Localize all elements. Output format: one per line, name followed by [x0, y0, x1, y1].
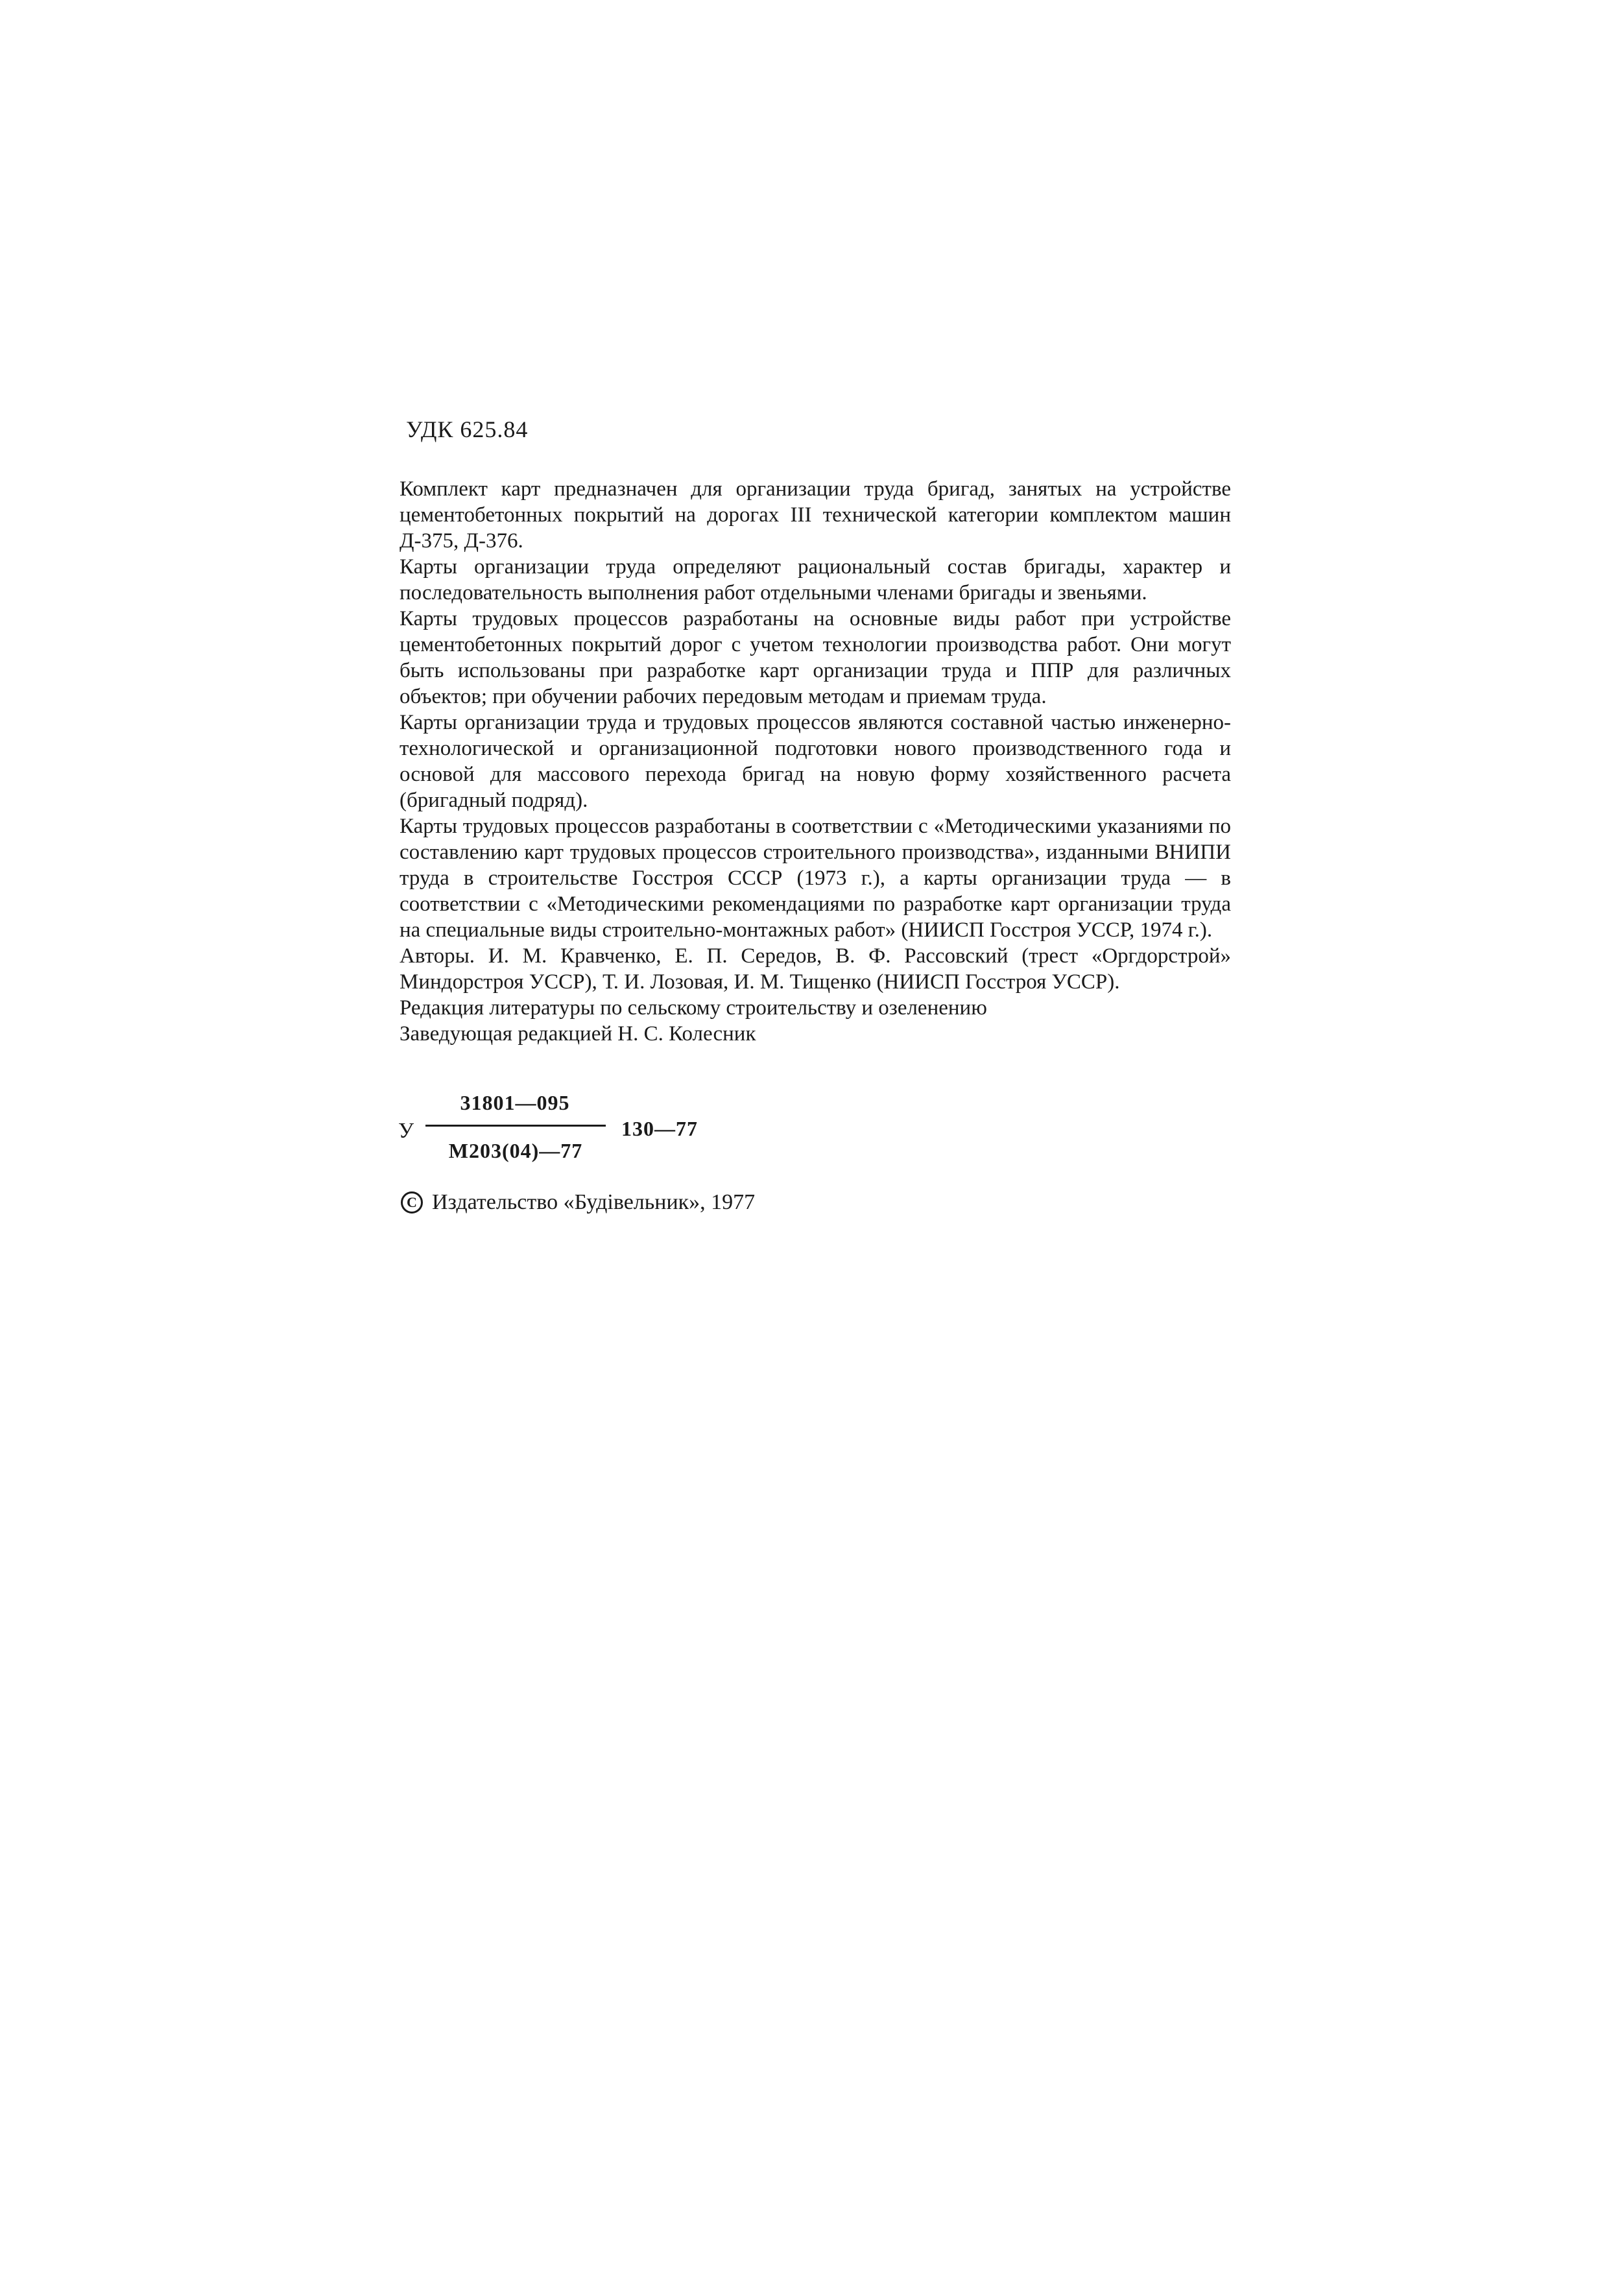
udk-code: УДК 625.84: [406, 416, 529, 442]
publication-index: [398, 1090, 761, 1167]
copyright-line: [401, 1190, 755, 1215]
paragraph-org-cards: Карты организации труда определяют рациональный состав бригады, характер и последовательность выполнения работ отдельными членами бригады и звеньями.: [400, 555, 1231, 604]
paragraph-process-cards: Карты трудовых процессов разработаны на основные виды работ при устройстве цементобетонных покрытий дорог с учетом технологии производства работ. Они могут быть использованы при разработке карт организации труда и ППР для различных объектов; при обучении рабочих передовым методам и приемам труда.: [400, 607, 1231, 708]
annotation-text: [400, 476, 1231, 1047]
index-letter: У: [398, 1119, 414, 1143]
fraction-line: [425, 1125, 606, 1127]
index-numerator: 31801—095: [460, 1091, 570, 1114]
paragraph-purpose: Комплект карт предназначен для организации труда бригад, занятых на устройстве цементобетонных покрытий на дорогах III технической категории комплектом машин Д-375, Д-376.: [400, 477, 1231, 553]
paragraph-authors: Авторы. И. М. Кравченко, Е. П. Середов, В. Ф. Рассовский (трест «Оргдорстрой» Миндорстроя УССР), Т. И. Лозовая, И. М. Тищенко (НИИСП Госстроя УССР).: [400, 944, 1231, 994]
copyright-text: Издательство «Будівельник», 1977: [432, 1190, 756, 1214]
paragraph-editorial-office: Редакция литературы по сельскому строительству и озеленению: [400, 996, 987, 1020]
paragraph-editor-in-chief: Заведующая редакцией Н. С. Колесник: [400, 1022, 756, 1046]
index-denominator: М203(04)—77: [448, 1139, 583, 1162]
copyright-icon: [401, 1191, 423, 1214]
paragraph-methodology: Карты трудовых процессов разработаны в соответствии с «Методическими указаниями по составлению карт трудовых процессов строительного производства», изданными ВНИПИ труда в строительстве Госстроя СССР (1973 г.), а карты организации труда — в соответствии с «Методическими рекомендациями по разработке карт организации труда на специальные виды строительно-монтажных работ» (НИИСП Госстроя УССР, 1974 г.).: [400, 815, 1231, 942]
index-order-number: 130—77: [621, 1117, 698, 1140]
paragraph-preparation: Карты организации труда и трудовых процессов являются составной частью инженерно-технологической и организационной подготовки нового производственного года и основой для массового перехода бригад на новую форму хозяйственного расчета (бригадный подряд).: [400, 711, 1231, 812]
